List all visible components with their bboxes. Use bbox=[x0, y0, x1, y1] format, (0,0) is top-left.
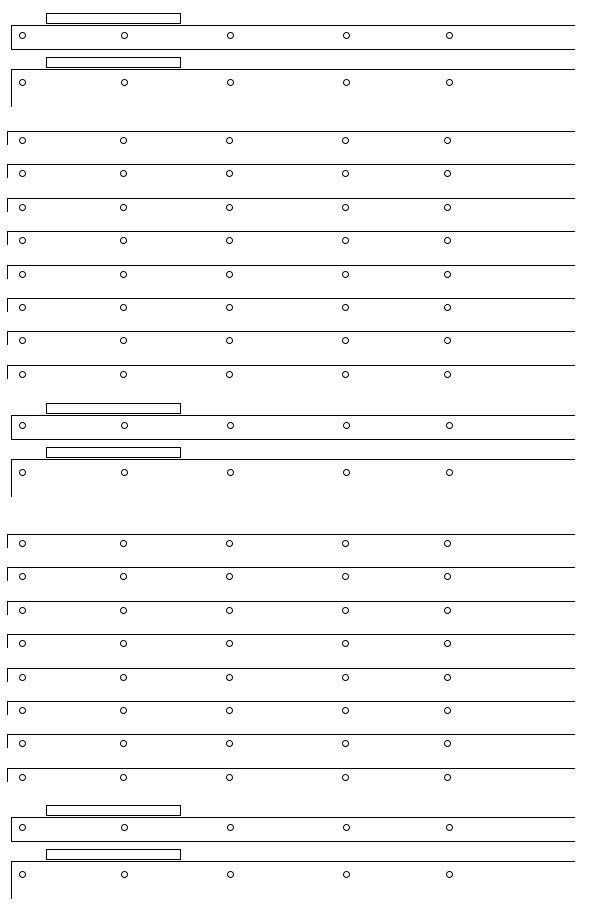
egyeb3-item1-option-4[interactable] bbox=[343, 824, 353, 831]
sec1-criterion-1-option-3[interactable] bbox=[226, 137, 236, 144]
sec1-criterion-7-option-2[interactable] bbox=[120, 337, 130, 344]
egyeb-input-1[interactable] bbox=[46, 403, 181, 414]
radio-button[interactable] bbox=[444, 607, 451, 614]
egyeb2-item2-option-4[interactable] bbox=[343, 469, 353, 476]
criterion-bracket bbox=[7, 164, 8, 178]
criterion-line bbox=[7, 231, 575, 232]
radio-button[interactable] bbox=[444, 774, 451, 781]
radio-button[interactable] bbox=[19, 237, 26, 244]
radio-button[interactable] bbox=[446, 871, 453, 878]
egyeb1-item2-option-3[interactable] bbox=[227, 79, 237, 86]
radio-button[interactable] bbox=[121, 469, 128, 476]
sec1-criterion-1-option-1[interactable] bbox=[19, 137, 29, 144]
criterion-bracket bbox=[7, 534, 8, 548]
radio-button[interactable] bbox=[121, 79, 128, 86]
sec2-criterion-8-option-4[interactable] bbox=[342, 774, 352, 781]
egyeb-line-1 bbox=[11, 817, 575, 818]
egyeb1-item2-option-4[interactable] bbox=[343, 79, 353, 86]
radio-button[interactable] bbox=[120, 170, 127, 177]
criterion-bracket bbox=[7, 298, 8, 312]
sec1-criterion-6-option-1[interactable] bbox=[19, 304, 29, 311]
sec1-criterion-7-option-1[interactable] bbox=[19, 337, 29, 344]
radio-button[interactable] bbox=[444, 170, 451, 177]
radio-button[interactable] bbox=[19, 79, 26, 86]
egyeb3-item2-option-4[interactable] bbox=[343, 871, 353, 878]
radio-button[interactable] bbox=[19, 204, 26, 211]
sec1-criterion-3-option-2[interactable] bbox=[120, 204, 130, 211]
criterion-line bbox=[7, 668, 575, 669]
egyeb1-item1-option-5[interactable] bbox=[446, 32, 456, 39]
sec2-criterion-3-option-5[interactable] bbox=[444, 607, 454, 614]
sec1-criterion-5-option-1[interactable] bbox=[19, 271, 29, 278]
sec2-criterion-6-option-3[interactable] bbox=[226, 707, 236, 714]
radio-button[interactable] bbox=[342, 607, 349, 614]
sec1-criterion-4-option-5[interactable] bbox=[444, 237, 454, 244]
radio-button[interactable] bbox=[227, 32, 234, 39]
sec1-criterion-4-option-4[interactable] bbox=[342, 237, 352, 244]
sec2-criterion-3-option-3[interactable] bbox=[226, 607, 236, 614]
sec2-criterion-1-option-2[interactable] bbox=[120, 540, 130, 547]
radio-button[interactable] bbox=[19, 824, 26, 831]
egyeb1-item1-option-3[interactable] bbox=[227, 32, 237, 39]
sec2-criterion-1-option-3[interactable] bbox=[226, 540, 236, 547]
radio-button[interactable] bbox=[120, 707, 127, 714]
egyeb-bracket-2 bbox=[11, 861, 12, 899]
radio-button[interactable] bbox=[120, 573, 127, 580]
sec2-criterion-1-option-5[interactable] bbox=[444, 540, 454, 547]
sec1-criterion-6-option-5[interactable] bbox=[444, 304, 454, 311]
sec2-criterion-1-option-1[interactable] bbox=[19, 540, 29, 547]
radio-button[interactable] bbox=[19, 674, 26, 681]
criterion-line bbox=[7, 198, 575, 199]
radio-button[interactable] bbox=[446, 422, 453, 429]
criterion-bracket bbox=[7, 265, 8, 279]
radio-button[interactable] bbox=[342, 640, 349, 647]
criterion-bracket bbox=[7, 231, 8, 245]
radio-button[interactable] bbox=[19, 540, 26, 547]
radio-button[interactable] bbox=[19, 137, 26, 144]
radio-button[interactable] bbox=[19, 607, 26, 614]
radio-button[interactable] bbox=[19, 640, 26, 647]
sec2-criterion-8-option-3[interactable] bbox=[226, 774, 236, 781]
egyeb-line-1-bottom bbox=[11, 49, 575, 50]
criterion-bracket bbox=[7, 365, 8, 379]
sec1-criterion-5-option-2[interactable] bbox=[120, 271, 130, 278]
sec2-criterion-6-option-5[interactable] bbox=[444, 707, 454, 714]
criterion-line bbox=[7, 131, 575, 132]
radio-button[interactable] bbox=[19, 304, 26, 311]
sec1-criterion-3-option-4[interactable] bbox=[342, 204, 352, 211]
criterion-line bbox=[7, 265, 575, 266]
radio-button[interactable] bbox=[19, 422, 26, 429]
radio-button[interactable] bbox=[342, 774, 349, 781]
sec2-criterion-4-option-2[interactable] bbox=[120, 640, 130, 647]
radio-button[interactable] bbox=[120, 271, 127, 278]
radio-button[interactable] bbox=[226, 607, 233, 614]
sec2-criterion-5-option-2[interactable] bbox=[120, 674, 130, 681]
radio-button[interactable] bbox=[19, 740, 26, 747]
radio-button[interactable] bbox=[343, 79, 350, 86]
radio-button[interactable] bbox=[120, 304, 127, 311]
sec1-criterion-8-option-4[interactable] bbox=[342, 371, 352, 378]
egyeb-bracket-1 bbox=[11, 415, 12, 439]
sec2-criterion-1-option-4[interactable] bbox=[342, 540, 352, 547]
radio-button[interactable] bbox=[120, 237, 127, 244]
radio-button[interactable] bbox=[226, 540, 233, 547]
egyeb2-item1-option-5[interactable] bbox=[446, 422, 456, 429]
radio-button[interactable] bbox=[446, 824, 453, 831]
sec1-criterion-3-option-1[interactable] bbox=[19, 204, 29, 211]
radio-button[interactable] bbox=[19, 337, 26, 344]
criterion-bracket bbox=[7, 331, 8, 345]
egyeb3-item2-option-3[interactable] bbox=[227, 871, 237, 878]
egyeb2-item2-option-3[interactable] bbox=[227, 469, 237, 476]
sec1-criterion-7-option-5[interactable] bbox=[444, 337, 454, 344]
egyeb-input-2[interactable] bbox=[46, 849, 181, 860]
radio-button[interactable] bbox=[120, 640, 127, 647]
egyeb2-item1-option-2[interactable] bbox=[121, 422, 131, 429]
radio-button[interactable] bbox=[444, 271, 451, 278]
radio-button[interactable] bbox=[19, 170, 26, 177]
radio-button[interactable] bbox=[120, 740, 127, 747]
sec1-criterion-7-option-4[interactable] bbox=[342, 337, 352, 344]
sec2-criterion-5-option-5[interactable] bbox=[444, 674, 454, 681]
radio-button[interactable] bbox=[342, 304, 349, 311]
egyeb2-item2-option-5[interactable] bbox=[446, 469, 456, 476]
sec2-criterion-6-option-2[interactable] bbox=[120, 707, 130, 714]
sec1-criterion-5-option-3[interactable] bbox=[226, 271, 236, 278]
sec2-criterion-4-option-3[interactable] bbox=[226, 640, 236, 647]
radio-button[interactable] bbox=[19, 469, 26, 476]
egyeb-bracket-1 bbox=[11, 25, 12, 49]
radio-button[interactable] bbox=[120, 607, 127, 614]
egyeb-bracket-2 bbox=[11, 69, 12, 107]
radio-button[interactable] bbox=[444, 740, 451, 747]
radio-button[interactable] bbox=[226, 271, 233, 278]
radio-button[interactable] bbox=[226, 137, 233, 144]
sec1-criterion-4-option-3[interactable] bbox=[226, 237, 236, 244]
egyeb3-item2-option-5[interactable] bbox=[446, 871, 456, 878]
sec1-criterion-6-option-4[interactable] bbox=[342, 304, 352, 311]
radio-button[interactable] bbox=[444, 304, 451, 311]
radio-button[interactable] bbox=[227, 422, 234, 429]
criterion-line bbox=[7, 701, 575, 702]
radio-button[interactable] bbox=[120, 204, 127, 211]
radio-button[interactable] bbox=[226, 371, 233, 378]
sec2-criterion-2-option-2[interactable] bbox=[120, 573, 130, 580]
egyeb2-item2-option-2[interactable] bbox=[121, 469, 131, 476]
radio-button[interactable] bbox=[444, 137, 451, 144]
radio-button[interactable] bbox=[446, 79, 453, 86]
sec2-criterion-7-option-5[interactable] bbox=[444, 740, 454, 747]
sec2-criterion-8-option-2[interactable] bbox=[120, 774, 130, 781]
radio-button[interactable] bbox=[444, 707, 451, 714]
sec1-criterion-4-option-1[interactable] bbox=[19, 237, 29, 244]
radio-button[interactable] bbox=[19, 774, 26, 781]
radio-button[interactable] bbox=[226, 674, 233, 681]
egyeb1-item1-option-1[interactable] bbox=[19, 32, 29, 39]
criterion-bracket bbox=[7, 131, 8, 145]
egyeb-input-1[interactable] bbox=[46, 13, 181, 24]
radio-button[interactable] bbox=[121, 422, 128, 429]
egyeb1-item1-option-2[interactable] bbox=[121, 32, 131, 39]
radio-button[interactable] bbox=[444, 674, 451, 681]
sec1-criterion-3-option-5[interactable] bbox=[444, 204, 454, 211]
sec2-criterion-2-option-1[interactable] bbox=[19, 573, 29, 580]
radio-button[interactable] bbox=[343, 871, 350, 878]
radio-button[interactable] bbox=[444, 371, 451, 378]
sec2-criterion-3-option-1[interactable] bbox=[19, 607, 29, 614]
sec2-criterion-7-option-1[interactable] bbox=[19, 740, 29, 747]
egyeb-line-2 bbox=[11, 69, 575, 70]
sec1-criterion-8-option-1[interactable] bbox=[19, 371, 29, 378]
radio-button[interactable] bbox=[342, 540, 349, 547]
sec1-criterion-1-option-4[interactable] bbox=[342, 137, 352, 144]
criterion-line bbox=[7, 567, 575, 568]
criterion-bracket bbox=[7, 198, 8, 212]
criterion-bracket bbox=[7, 734, 8, 748]
radio-button[interactable] bbox=[120, 337, 127, 344]
sec1-criterion-6-option-2[interactable] bbox=[120, 304, 130, 311]
egyeb-line-2 bbox=[11, 459, 575, 460]
radio-button[interactable] bbox=[226, 707, 233, 714]
sec1-criterion-2-option-5[interactable] bbox=[444, 170, 454, 177]
sec2-criterion-2-option-4[interactable] bbox=[342, 573, 352, 580]
radio-button[interactable] bbox=[342, 707, 349, 714]
radio-button[interactable] bbox=[444, 237, 451, 244]
radio-button[interactable] bbox=[226, 740, 233, 747]
sec1-criterion-8-option-2[interactable] bbox=[120, 371, 130, 378]
radio-button[interactable] bbox=[342, 740, 349, 747]
radio-button[interactable] bbox=[444, 204, 451, 211]
radio-button[interactable] bbox=[444, 640, 451, 647]
sec2-criterion-7-option-4[interactable] bbox=[342, 740, 352, 747]
egyeb1-item1-option-4[interactable] bbox=[343, 32, 353, 39]
radio-button[interactable] bbox=[343, 469, 350, 476]
sec1-criterion-1-option-2[interactable] bbox=[120, 137, 130, 144]
radio-button[interactable] bbox=[226, 573, 233, 580]
sec1-criterion-8-option-5[interactable] bbox=[444, 371, 454, 378]
egyeb1-item2-option-5[interactable] bbox=[446, 79, 456, 86]
sec1-criterion-6-option-3[interactable] bbox=[226, 304, 236, 311]
sec1-criterion-1-option-5[interactable] bbox=[444, 137, 454, 144]
sec2-criterion-7-option-3[interactable] bbox=[226, 740, 236, 747]
egyeb2-item1-option-4[interactable] bbox=[343, 422, 353, 429]
radio-button[interactable] bbox=[444, 337, 451, 344]
radio-button[interactable] bbox=[342, 137, 349, 144]
egyeb-input-1[interactable] bbox=[46, 805, 181, 816]
sec1-criterion-7-option-3[interactable] bbox=[226, 337, 236, 344]
radio-button[interactable] bbox=[343, 422, 350, 429]
radio-button[interactable] bbox=[444, 540, 451, 547]
sec2-criterion-4-option-5[interactable] bbox=[444, 640, 454, 647]
radio-button[interactable] bbox=[120, 774, 127, 781]
criterion-line bbox=[7, 534, 575, 535]
sec2-criterion-2-option-3[interactable] bbox=[226, 573, 236, 580]
egyeb-line-1-bottom bbox=[11, 841, 575, 842]
radio-button[interactable] bbox=[444, 573, 451, 580]
criterion-line bbox=[7, 734, 575, 735]
radio-button[interactable] bbox=[19, 871, 26, 878]
radio-button[interactable] bbox=[19, 32, 26, 39]
radio-button[interactable] bbox=[342, 674, 349, 681]
sec1-criterion-3-option-3[interactable] bbox=[226, 204, 236, 211]
radio-button[interactable] bbox=[19, 371, 26, 378]
sec1-criterion-5-option-5[interactable] bbox=[444, 271, 454, 278]
radio-button[interactable] bbox=[120, 674, 127, 681]
criterion-line bbox=[7, 298, 575, 299]
egyeb2-item2-option-1[interactable] bbox=[19, 469, 29, 476]
sec2-criterion-3-option-4[interactable] bbox=[342, 607, 352, 614]
sec1-criterion-2-option-1[interactable] bbox=[19, 170, 29, 177]
sec1-criterion-4-option-2[interactable] bbox=[120, 237, 130, 244]
radio-button[interactable] bbox=[226, 204, 233, 211]
egyeb-bracket-2 bbox=[11, 459, 12, 497]
criterion-bracket bbox=[7, 634, 8, 648]
egyeb1-item2-option-1[interactable] bbox=[19, 79, 29, 86]
radio-button[interactable] bbox=[343, 32, 350, 39]
radio-button[interactable] bbox=[226, 337, 233, 344]
criterion-bracket bbox=[7, 567, 8, 581]
radio-button[interactable] bbox=[226, 774, 233, 781]
egyeb3-item1-option-2[interactable] bbox=[121, 824, 131, 831]
criterion-bracket bbox=[7, 768, 8, 782]
sec1-criterion-2-option-3[interactable] bbox=[226, 170, 236, 177]
sec2-criterion-5-option-3[interactable] bbox=[226, 674, 236, 681]
radio-button[interactable] bbox=[19, 271, 26, 278]
egyeb3-item2-option-2[interactable] bbox=[121, 871, 131, 878]
radio-button[interactable] bbox=[121, 32, 128, 39]
egyeb-bracket-1 bbox=[11, 817, 12, 841]
criterion-bracket bbox=[7, 601, 8, 615]
radio-button[interactable] bbox=[342, 204, 349, 211]
criterion-line bbox=[7, 768, 575, 769]
sec2-criterion-5-option-1[interactable] bbox=[19, 674, 29, 681]
sec1-criterion-2-option-2[interactable] bbox=[120, 170, 130, 177]
radio-button[interactable] bbox=[120, 540, 127, 547]
sec2-criterion-8-option-5[interactable] bbox=[444, 774, 454, 781]
radio-button[interactable] bbox=[19, 707, 26, 714]
radio-button[interactable] bbox=[342, 573, 349, 580]
sec1-criterion-5-option-4[interactable] bbox=[342, 271, 352, 278]
radio-button[interactable] bbox=[342, 337, 349, 344]
criterion-line bbox=[7, 601, 575, 602]
radio-button[interactable] bbox=[226, 640, 233, 647]
sec2-criterion-5-option-4[interactable] bbox=[342, 674, 352, 681]
egyeb3-item1-option-1[interactable] bbox=[19, 824, 29, 831]
criterion-bracket bbox=[7, 701, 8, 715]
radio-button[interactable] bbox=[121, 871, 128, 878]
sec2-criterion-4-option-4[interactable] bbox=[342, 640, 352, 647]
criterion-line bbox=[7, 331, 575, 332]
egyeb-input-2[interactable] bbox=[46, 57, 181, 68]
radio-button[interactable] bbox=[226, 237, 233, 244]
criterion-line bbox=[7, 164, 575, 165]
criterion-bracket bbox=[7, 668, 8, 682]
egyeb-line-1 bbox=[11, 415, 575, 416]
criterion-line bbox=[7, 634, 575, 635]
sec2-criterion-6-option-1[interactable] bbox=[19, 707, 29, 714]
egyeb-input-2[interactable] bbox=[46, 447, 181, 458]
egyeb2-item1-option-1[interactable] bbox=[19, 422, 29, 429]
radio-button[interactable] bbox=[227, 824, 234, 831]
sec1-criterion-2-option-4[interactable] bbox=[342, 170, 352, 177]
sec1-criterion-8-option-3[interactable] bbox=[226, 371, 236, 378]
egyeb3-item1-option-3[interactable] bbox=[227, 824, 237, 831]
radio-button[interactable] bbox=[342, 170, 349, 177]
radio-button[interactable] bbox=[226, 304, 233, 311]
radio-button[interactable] bbox=[227, 79, 234, 86]
egyeb3-item2-option-1[interactable] bbox=[19, 871, 29, 878]
egyeb-line-2 bbox=[11, 861, 575, 862]
radio-button[interactable] bbox=[342, 271, 349, 278]
egyeb-line-1-bottom bbox=[11, 439, 575, 440]
radio-button[interactable] bbox=[227, 469, 234, 476]
egyeb1-item2-option-2[interactable] bbox=[121, 79, 131, 86]
radio-button[interactable] bbox=[120, 371, 127, 378]
egyeb-line-1 bbox=[11, 25, 575, 26]
radio-button[interactable] bbox=[227, 871, 234, 878]
radio-button[interactable] bbox=[343, 824, 350, 831]
sec2-criterion-4-option-1[interactable] bbox=[19, 640, 29, 647]
sec2-criterion-3-option-2[interactable] bbox=[120, 607, 130, 614]
sec2-criterion-7-option-2[interactable] bbox=[120, 740, 130, 747]
egyeb2-item1-option-3[interactable] bbox=[227, 422, 237, 429]
radio-button[interactable] bbox=[19, 573, 26, 580]
radio-button[interactable] bbox=[121, 824, 128, 831]
radio-button[interactable] bbox=[226, 170, 233, 177]
radio-button[interactable] bbox=[446, 32, 453, 39]
sec2-criterion-8-option-1[interactable] bbox=[19, 774, 29, 781]
sec2-criterion-2-option-5[interactable] bbox=[444, 573, 454, 580]
radio-button[interactable] bbox=[446, 469, 453, 476]
radio-button[interactable] bbox=[120, 137, 127, 144]
radio-button[interactable] bbox=[342, 237, 349, 244]
sec2-criterion-6-option-4[interactable] bbox=[342, 707, 352, 714]
radio-button[interactable] bbox=[342, 371, 349, 378]
egyeb3-item1-option-5[interactable] bbox=[446, 824, 456, 831]
criterion-line bbox=[7, 365, 575, 366]
